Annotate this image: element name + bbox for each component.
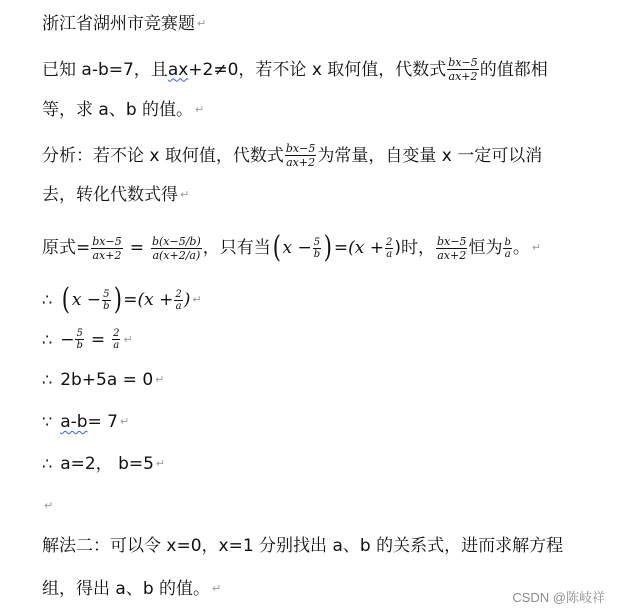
analysis-text: 分析：若不论 x 取何值，代数式: [42, 145, 284, 166]
math-text: =(x +: [333, 238, 384, 258]
step-text: a=2， b=5: [60, 454, 154, 474]
derivation-line: [42, 230, 542, 265]
math-text: −: [60, 329, 75, 350]
empty-paragraph: [42, 495, 53, 517]
because-symbol: ∵: [42, 412, 53, 431]
csdn-watermark: CSDN @陈岐祥: [512, 590, 605, 605]
method2-line-2: [42, 578, 221, 600]
fraction: $\frac{5}{b}$: [103, 288, 110, 312]
paragraph-mark: ↵: [155, 373, 165, 386]
fraction: $\frac{2}{a}$: [113, 328, 120, 351]
derivation-text: 原式=: [42, 238, 91, 258]
paragraph-mark: ↵: [197, 17, 207, 30]
title-text: 浙江省湖州市竞赛题: [42, 14, 195, 34]
spellcheck-underlined-text: a-b: [60, 412, 88, 432]
math-text: ): [183, 290, 191, 310]
derivation-text: ，只有当: [202, 238, 271, 258]
analysis-text: 为常量，自变量 x 一定可以消: [317, 145, 543, 166]
step-4: [42, 411, 129, 433]
therefore-symbol: ∴: [42, 290, 53, 309]
paragraph-mark: ↵: [123, 332, 133, 346]
paragraph-mark: ↵: [195, 103, 205, 116]
fraction: $\frac{2}{a}$: [385, 236, 393, 260]
equals: =: [129, 238, 144, 258]
therefore-symbol: ∴: [42, 329, 53, 349]
math-text: x −: [71, 290, 102, 310]
paragraph-mark: ↵: [192, 293, 202, 306]
equals: =: [90, 329, 106, 350]
math-text: =(x +: [123, 290, 174, 310]
problem-line-1: [42, 56, 548, 83]
fraction: $\frac{5}{b}$: [313, 236, 321, 260]
left-paren: (: [272, 230, 281, 265]
problem-text: +2≠0，若不论 x 取何值，代数式: [188, 59, 447, 80]
derivation-text: 恒为: [468, 238, 503, 258]
right-paren: ): [323, 230, 333, 265]
paragraph-mark: ↵: [155, 457, 166, 470]
derivation-text: 。: [512, 238, 530, 258]
problem-line-2: [42, 99, 204, 121]
spellcheck-underlined-text: ax: [167, 59, 189, 80]
fraction: $\frac{bx-5}{ax+2}$: [285, 142, 316, 169]
document-title: [42, 13, 206, 35]
paragraph-mark: ↵: [531, 241, 542, 254]
problem-text: 的值都相: [479, 59, 548, 80]
analysis-line-2: [42, 184, 189, 206]
paragraph-mark: ↵: [212, 582, 222, 595]
therefore-symbol: ∴: [42, 370, 53, 389]
derivation-text: )时，: [394, 238, 435, 258]
math-text: x −: [282, 238, 312, 258]
method2-text: 解法二：可以令 x=0，x=1 分别找出 a、b 的关系式，进而求解方程: [42, 536, 564, 556]
fraction: $\frac{2}{a}$: [175, 288, 182, 312]
step-text: = 7: [87, 412, 118, 432]
analysis-line-1: [42, 142, 542, 169]
step-2: [42, 328, 133, 351]
paragraph-mark: ↵: [180, 188, 190, 201]
fraction: $\frac{5}{b}$: [76, 328, 83, 351]
fraction: $\frac{b(x-5/b)}{a(x+2/a)}$: [151, 234, 201, 262]
step-5: [42, 453, 165, 475]
step-3: [42, 369, 164, 391]
fraction: $\frac{bx-5}{ax+2}$: [92, 234, 122, 262]
left-paren: (: [61, 282, 71, 317]
paragraph-mark: ↵: [120, 415, 130, 428]
problem-text: 已知 a-b=7，且: [42, 59, 168, 80]
step-1: [42, 282, 202, 317]
right-paren: ): [113, 282, 122, 317]
fraction: $\frac{b}{a}$: [504, 236, 511, 260]
step-text: 2b+5a = 0: [60, 370, 154, 390]
therefore-symbol: ∴: [42, 454, 53, 473]
analysis-text: 去，转化代数式得: [42, 185, 178, 205]
method2-text: 组，得出 a、b 的值。: [42, 579, 211, 599]
problem-text: 等，求 a、b 的值。: [42, 100, 194, 120]
fraction: $\frac{bx-5}{ax+2}$: [448, 56, 478, 83]
method2-line-1: [42, 535, 563, 557]
paragraph-mark: ↵: [44, 499, 54, 512]
fraction: $\frac{bx-5}{ax+2}$: [437, 234, 467, 262]
